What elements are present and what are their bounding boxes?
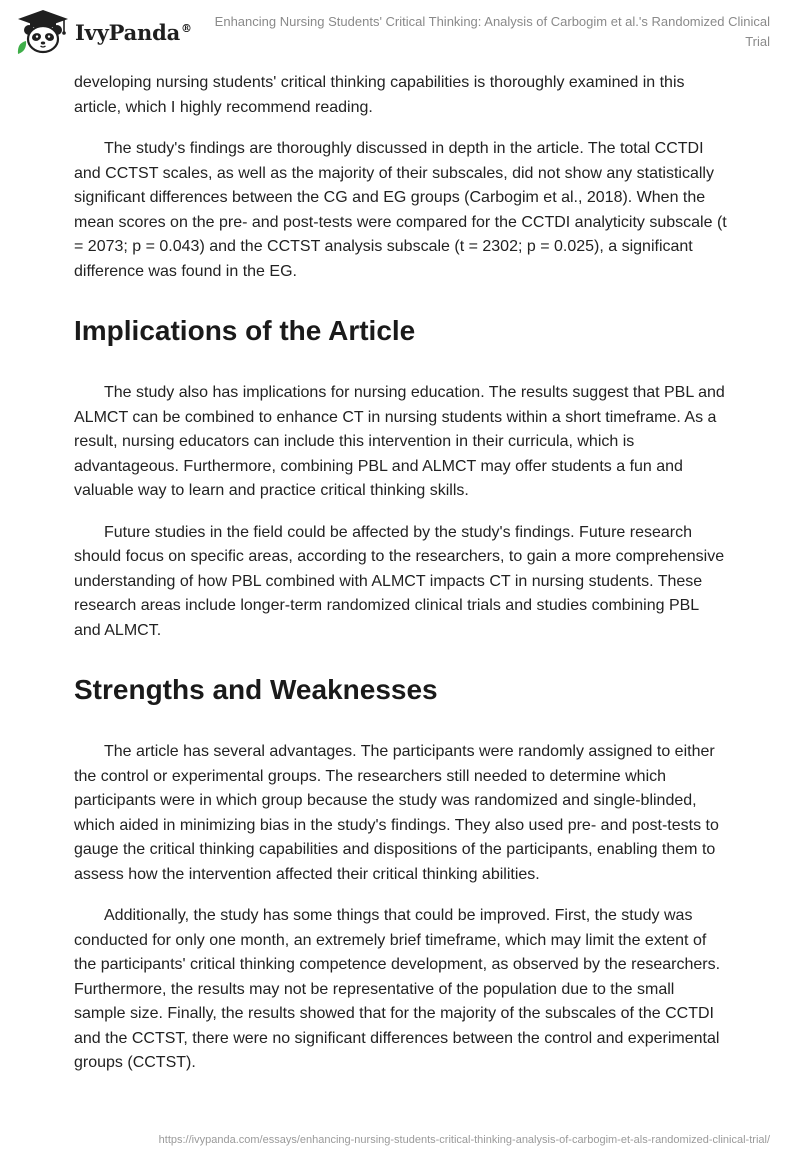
section-heading-implications: Implications of the Article [74, 315, 416, 346]
document-title: Enhancing Nursing Students' Critical Thinking: Analysis of Carbogim et al.'s Randomized Clinical Trial [214, 14, 770, 49]
paragraph: Additionally, the study has some things that could be improved. First, the study was conducted for only one month, an extremely brief timeframe, which may limit the extent of the participants' critical thinking competence development, as observed by the researchers. Furthermore, the results may not be representative of the population due to the small sample size. Finally, the results showed that for the majority of the subscales of the CCTDI and the CCTST, there were no significant differences between the control and experimental groups (CCTST). [74, 907, 721, 1071]
essay-body [74, 71, 728, 1093]
section-heading-strengths: Strengths and Weaknesses [74, 674, 438, 705]
panda-graduate-icon [14, 8, 72, 56]
paragraph: developing nursing students' critical thinking capabilities is thoroughly examined in this article, which I highly recommend reading. [74, 74, 685, 116]
paragraph: The study also has implications for nursing education. The results suggest that PBL and ALMCT can be combined to enhance CT in nursing students within a short timeframe. As a result, nursing educators can include this intervention in their curricula, which is advantageous. Furthermore, combining PBL and ALMCT may offer students a fun and valuable way to learn and practice critical thinking skills. [74, 384, 725, 499]
ivypanda-logo[interactable] [14, 8, 192, 56]
paragraph: The study's findings are thoroughly discussed in depth in the article. The total CCTDI and CCTST scales, as well as the majority of their subscales, did not show any statistically significant differences between the CG and EG groups (Carbogim et al., 2018). When the mean scores on the pre- and post-tests were compared for the CCTDI analyticity subscale (t = 2073; p = 0.043) and the CCTST analysis subscale (t = 2302; p = 0.025), a significant difference was found in the EG. [74, 140, 727, 280]
logo-wordmark [75, 20, 192, 45]
logo-name: IvyPanda [75, 19, 181, 45]
paragraph: Future studies in the field could be affected by the study's findings. Future research should focus on specific areas, according to the researchers, to gain a more comprehensive understanding of how PBL combined with ALMCT impacts CT in nursing students. These research areas include longer-term randomized clinical trials and studies combining PBL and ALMCT. [74, 523, 725, 639]
registered-mark: ® [181, 21, 192, 35]
paragraph: The article has several advantages. The participants were randomly assigned to either the control or experimental groups. The researchers still needed to determine which participants were in which group because the study was randomized and single-blinded, which aided in minimizing bias in the study's findings. They also used pre- and post-tests to gauge the critical thinking capabilities and dispositions of the participants, enabling them to assess how the intervention affected their critical thinking abilities. [74, 743, 719, 883]
source-url[interactable]: https://ivypanda.com/essays/enhancing-nursing-students-critical-thinking-analysis-of-carbogim-et-als-randomized-clinical-trial/ [158, 1134, 770, 1146]
page-header [0, 0, 800, 62]
